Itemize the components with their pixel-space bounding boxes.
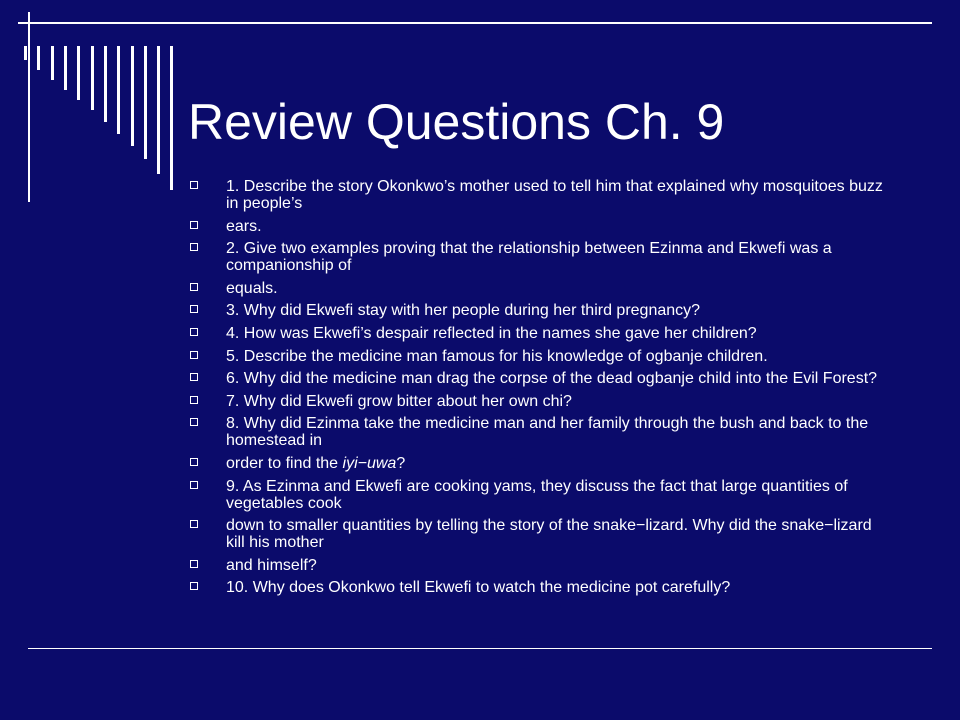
bar [37, 46, 40, 70]
bar [91, 46, 94, 110]
bar [64, 46, 67, 90]
list-item: 5. Describe the medicine man famous for his knowledge of ogbanje children. [190, 348, 890, 365]
bar [77, 46, 80, 100]
bottom-rule [28, 648, 932, 649]
list-item: equals. [190, 280, 890, 297]
hollow-square-bullet-icon [190, 181, 198, 189]
top-rule [18, 22, 932, 24]
question-list [190, 178, 890, 602]
bar [117, 46, 120, 134]
hollow-square-bullet-icon [190, 243, 198, 251]
hollow-square-bullet-icon [190, 560, 198, 568]
list-item: 2. Give two examples proving that the relationship between Ezinma and Ekwefi was a companionship of [190, 240, 890, 274]
hollow-square-bullet-icon [190, 396, 198, 404]
list-item: 4. How was Ekwefi’s despair reflected in the names she gave her children? [190, 325, 890, 342]
bar [170, 46, 173, 190]
list-item: 10. Why does Okonkwo tell Ekwefi to watch the medicine pot carefully? [190, 579, 890, 596]
hollow-square-bullet-icon [190, 458, 198, 466]
bar [131, 46, 134, 146]
bar [157, 46, 160, 174]
list-item: 3. Why did Ekwefi stay with her people during her third pregnancy? [190, 302, 890, 319]
list-item: 6. Why did the medicine man drag the corpse of the dead ogbanje child into the Evil Forest? [190, 370, 890, 387]
left-rule [28, 12, 30, 202]
hollow-square-bullet-icon [190, 305, 198, 313]
hollow-square-bullet-icon [190, 283, 198, 291]
hollow-square-bullet-icon [190, 481, 198, 489]
list-item: 9. As Ezinma and Ekwefi are cooking yams, they discuss the fact that large quantities of vegetables cook [190, 478, 890, 512]
list-item: 8. Why did Ezinma take the medicine man and her family through the bush and back to the homestead in [190, 415, 890, 449]
hollow-square-bullet-icon [190, 221, 198, 229]
list-item: order to find the iyi−uwa? [190, 455, 890, 472]
list-item: 1. Describe the story Okonkwo’s mother used to tell him that explained why mosquitoes buzz in people’s [190, 178, 890, 212]
bar [104, 46, 107, 122]
slide-title: Review Questions Ch. 9 [188, 94, 725, 150]
hollow-square-bullet-icon [190, 328, 198, 336]
bar [144, 46, 147, 159]
list-item: and himself? [190, 557, 890, 574]
list-item: 7. Why did Ekwefi grow bitter about her own chi? [190, 393, 890, 410]
bar [51, 46, 54, 80]
list-item: down to smaller quantities by telling the story of the snake−lizard. Why did the snake−lizard kill his mother [190, 517, 890, 551]
hollow-square-bullet-icon [190, 520, 198, 528]
list-item: ears. [190, 218, 890, 235]
hollow-square-bullet-icon [190, 373, 198, 381]
hollow-square-bullet-icon [190, 582, 198, 590]
bar [24, 46, 27, 60]
hollow-square-bullet-icon [190, 418, 198, 426]
hollow-square-bullet-icon [190, 351, 198, 359]
